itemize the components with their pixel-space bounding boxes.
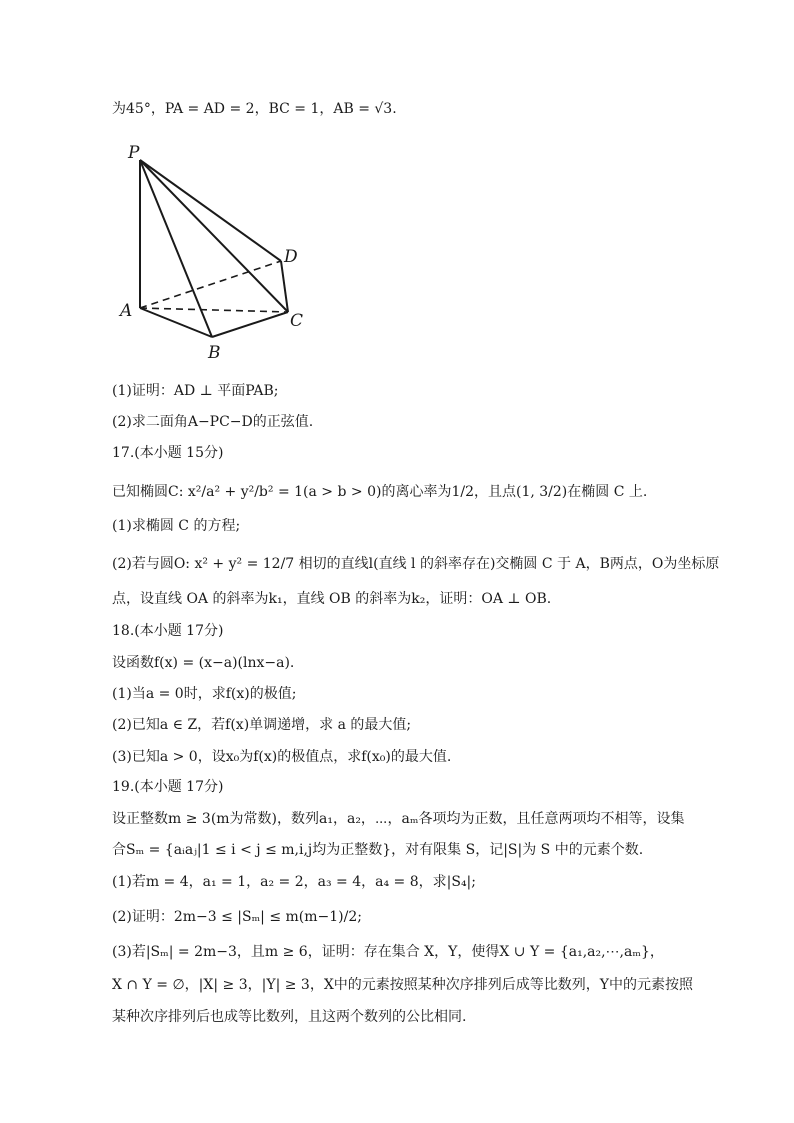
edge-BC <box>212 312 288 337</box>
problem17-part2-line2: 点，设直线 OA 的斜率为k₁，直线 OB 的斜率为k₂，证明：OA ⊥ OB. <box>112 591 552 607</box>
problem18-heading: 18.(本小题 17分) <box>112 623 224 639</box>
problem17-heading: 17.(本小题 15分) <box>112 445 224 461</box>
problem19-statement-line1: 设正整数m ≥ 3(m为常数)，数列a₁，a₂，⋯，aₘ各项均为正数，且任意两项均不相等，设集 <box>112 811 685 827</box>
problem19-statement-line2: 合Sₘ = {aᵢaⱼ|1 ≤ i < j ≤ m,i,j均为正整数}，对有限集 S，记|S|为 S 中的元素个数. <box>112 842 644 858</box>
problem18-part2: (2)已知a ∈ Z，若f(x)单调递增，求 a 的最大值; <box>112 717 412 733</box>
vertex-label-B: B <box>208 343 221 363</box>
problem19-part1: (1)若m = 4，a₁ = 1，a₂ = 2，a₃ = 4，a₄ = 8，求|S₄|; <box>112 874 476 890</box>
problem19-part2: (2)证明：2m−3 ≤ |Sₘ| ≤ m(m−1)/2; <box>112 909 362 925</box>
problem19-part3-line3: 某种次序排列后也成等比数列，且这两个数列的公比相同. <box>112 1009 467 1025</box>
problem16-given-text: 为45°，PA = AD = 2，BC = 1，AB = √3. <box>112 101 397 117</box>
problem16-part1: (1)证明：AD ⊥ 平面PAB; <box>112 383 279 399</box>
problem19-part3-line2: X ∩ Y = ∅，|X| ≥ 3，|Y| ≥ 3，X中的元素按照某种次序排列后成等比数列，Y中的元素按照 <box>112 977 694 993</box>
problem17-part1: (1)求椭圆 C 的方程; <box>112 518 241 534</box>
edge-CD <box>281 261 288 312</box>
vertex-label-D: D <box>284 247 298 267</box>
problem19-part3-line1: (3)若|Sₘ| = 2m−3，且m ≥ 6，证明：存在集合 X，Y，使得X ∪ Y = {a₁,a₂,⋯,aₘ}， <box>112 944 664 960</box>
problem18-part3: (3)已知a > 0，设x₀为f(x)的极值点，求f(x₀)的最大值. <box>112 749 452 765</box>
problem17-statement: 已知椭圆C: x²/a² + y²/b² = 1(a > b > 0)的离心率为1/2，且点(1, 3/2)在椭圆 C 上. <box>112 484 648 500</box>
vertex-label-A: A <box>120 301 133 321</box>
problem18-part1: (1)当a = 0时，求f(x)的极值; <box>112 686 297 702</box>
pyramid-figure <box>112 136 332 366</box>
problem18-statement: 设函数f(x) = (x−a)(lnx−a). <box>112 655 295 671</box>
problem19-heading: 19.(本小题 17分) <box>112 779 224 795</box>
problem16-part2: (2)求二面角A−PC−D的正弦值. <box>112 414 314 430</box>
vertex-label-P: P <box>128 143 140 163</box>
vertex-label-C: C <box>290 311 304 331</box>
problem17-part2-line1: (2)若与圆O: x² + y² = 12/7 相切的直线l(直线 l 的斜率存在)交椭圆 C 于 A，B两点，O为坐标原 <box>112 556 720 572</box>
edge-AC-dashed <box>140 308 288 312</box>
edge-PC <box>140 160 288 312</box>
